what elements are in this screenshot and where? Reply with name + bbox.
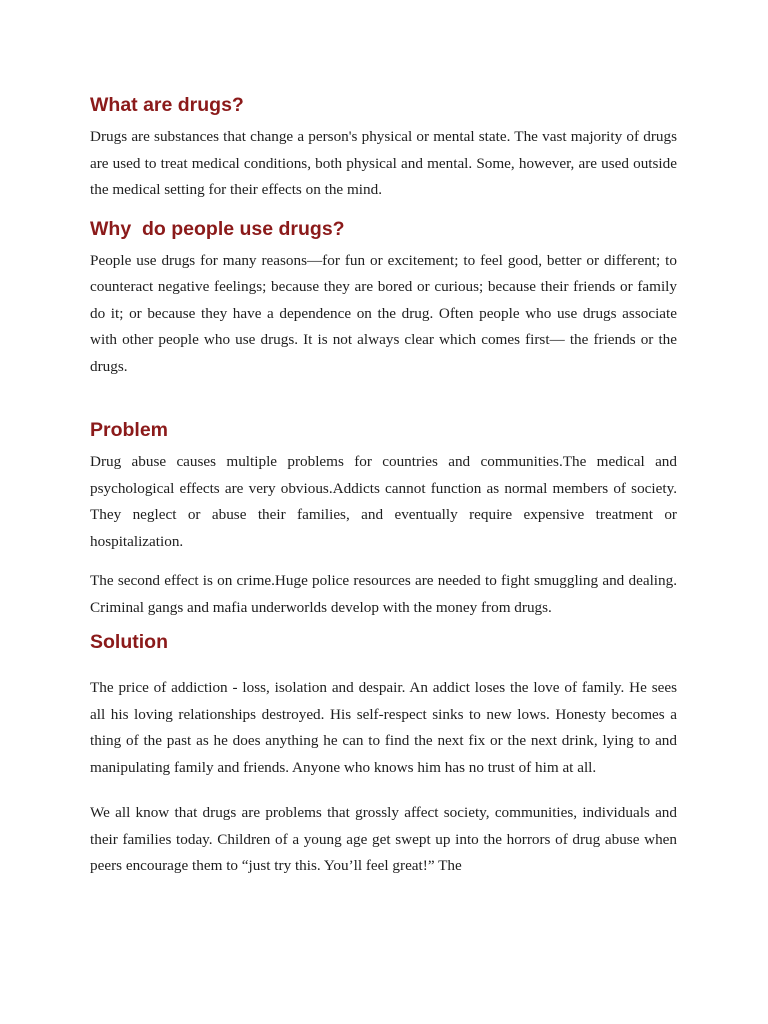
- paragraph: The second effect is on crime.Huge police resources are needed to fight smuggling and dealing. Criminal gangs and mafia underworlds develop with the money from drugs.: [90, 572, 677, 616]
- section-solution: [90, 627, 677, 880]
- paragraph: Drugs are substances that change a person's physical or mental state. The vast majority of drugs are used to treat medical conditions, both physical and mental. Some, however, are used outside the medical setting for their effects on the mind.: [90, 128, 677, 198]
- section-heading: Why do people use drugs?: [90, 217, 345, 240]
- section-heading: Solution: [90, 631, 168, 653]
- paragraph: Drug abuse causes multiple problems for countries and communities.The medical and psychological effects are very obvious.Addicts cannot function as normal members of society. They neglect or abuse their families, and eventually require expensive treatment or hospitalization.: [90, 453, 677, 550]
- section-heading: Problem: [90, 419, 169, 441]
- document-page: [90, 90, 677, 880]
- section-problem: [90, 415, 677, 621]
- paragraph: We all know that drugs are problems that grossly affect society, communities, individuals and their families today. Children of a young age get swept up into the horrors of drug abuse when peers encourage them to “just try this. You’ll feel great!” The: [90, 804, 677, 874]
- paragraph: People use drugs for many reasons—for fun or excitement; to feel good, better or different; to counteract negative feelings; because they are bored or curious; because their friends or family do it; or because they have a dependence on the drug. Often people who use drugs associate with other people who use drugs. It is not always clear which comes first— the friends or the drugs.: [90, 251, 677, 375]
- section-heading: What are drugs?: [90, 94, 244, 116]
- section-why-use-drugs: [90, 214, 677, 381]
- section-what-are-drugs: [90, 90, 677, 204]
- paragraph: The price of addiction - loss, isolation and despair. An addict loses the love of family. He sees all his loving relationships destroyed. His self-respect sinks to new lows. Honesty becomes a thing of the past as he does anything he can to find the next fix or the next drink, lying to and manipulating family and friends. Anyone who knows him has no trust of him at all.: [90, 679, 677, 776]
